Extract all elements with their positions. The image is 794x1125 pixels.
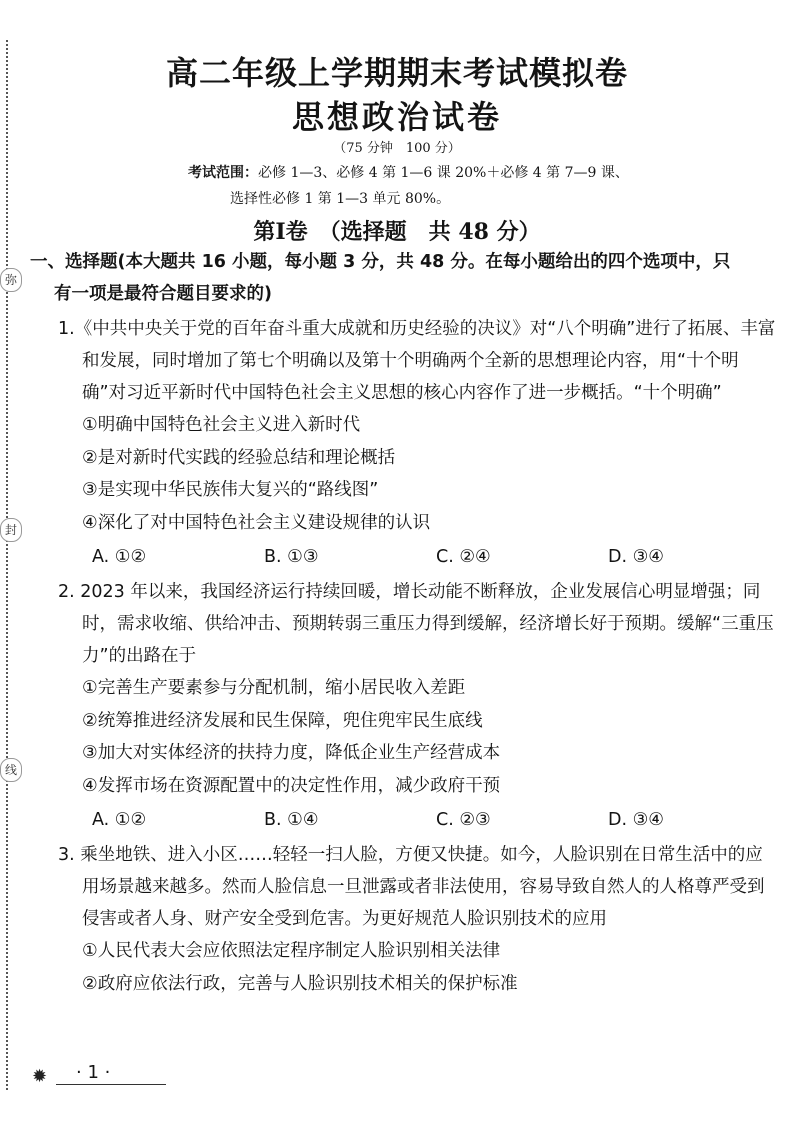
exam-subject: 思想政治试卷 xyxy=(291,98,502,136)
question-1 xyxy=(58,313,780,573)
instruction-line-2: 有一项是最符合题目要求的) xyxy=(54,284,272,304)
sun-ornament-icon: ✹ xyxy=(32,1066,48,1087)
choice-c: C. ②④ xyxy=(436,547,491,567)
option-statement: ②统筹推进经济发展和民生保障，兜住兜牢民生底线 xyxy=(82,710,483,731)
option-statement: ④发挥市场在资源配置中的决定性作用，减少政府干预 xyxy=(82,775,501,796)
footer-underline xyxy=(56,1084,166,1085)
exam-title: 高二年级上学期期末考试模拟卷 xyxy=(165,54,628,92)
choice-b: B. ①③ xyxy=(264,547,319,567)
page-number: · 1 · xyxy=(76,1062,111,1083)
choice-b: B. ①④ xyxy=(264,810,319,830)
scope-line-1: 必修 1—3、必修 4 第 1—6 课 20%＋必修 4 第 7—9 课、 xyxy=(258,165,629,181)
exam-scope xyxy=(188,160,708,212)
binding-mark-xian: 线 xyxy=(0,758,22,782)
section-instruction xyxy=(30,246,780,310)
option-statement: ①明确中国特色社会主义进入新时代 xyxy=(82,415,361,435)
page-footer xyxy=(32,1060,232,1090)
choice-d: D. ③④ xyxy=(608,810,664,830)
question-3 xyxy=(58,839,780,1000)
binding-mark-feng: 封 xyxy=(0,518,22,542)
answer-choices xyxy=(58,541,780,573)
answer-choices xyxy=(58,804,780,836)
scope-label: 考试范围： xyxy=(188,165,258,181)
option-statement: ②政府应依法行政，完善与人脸识别技术相关的保护标准 xyxy=(82,973,518,994)
choice-d: D. ③④ xyxy=(608,547,664,567)
question-stem: 1.《中共中央关于党的百年奋斗重大成就和历史经验的决议》对“八个明确”进行了拓展、丰富和发展，同时增加了第七个明确以及第十个明确两个全新的思想理论内容，用“十个明确”对习近平新时代中国特色社会主义思想的核心内容作了进一步概括。“十个明确” xyxy=(58,319,776,403)
question-stem: 3. 乘坐地铁、进入小区……轻轻一扫人脸，方便又快捷。如今，人脸识别在日常生活中的应用场景越来越多。然而人脸信息一旦泄露或者非法使用，容易导致自然人的人格尊严受到侵害或者人身、财产安全受到危害。为更好规范人脸识别技术的应用 xyxy=(58,845,765,929)
question-2 xyxy=(58,576,780,836)
binding-dotted-line xyxy=(6,40,8,1090)
option-statement: ③加大对实体经济的扶持力度，降低企业生产经营成本 xyxy=(82,743,501,763)
scope-line-2: 选择性必修 1 第 1—3 单元 80%。 xyxy=(230,191,451,207)
question-stem: 2. 2023 年以来，我国经济运行持续回暖，增长动能不断释放，企业发展信心明显增强；同时，需求收缩、供给冲击、预期转弱三重压力得到缓解，经济增长好于预期。缓解“三重压力”的出路在于 xyxy=(58,582,774,666)
option-statement: ③是实现中华民族伟大复兴的“路线图” xyxy=(82,480,379,500)
option-statement: ④深化了对中国特色社会主义建设规律的认识 xyxy=(82,512,431,533)
binding-mark-mi: 弥 xyxy=(0,268,22,292)
question-content xyxy=(30,246,780,1000)
choice-a: A. ①② xyxy=(92,810,147,830)
option-statement: ①完善生产要素参与分配机制，缩小居民收入差距 xyxy=(82,678,466,698)
instruction-line-1: 一、选择题(本大题共 16 小题，每小题 3 分，共 48 分。在每小题给出的四个选项中，只 xyxy=(30,252,731,272)
option-statement: ②是对新时代实践的经验总结和理论概括 xyxy=(82,447,396,468)
time-score: （75 分钟 100 分） xyxy=(333,141,461,156)
option-statement: ①人民代表大会应依照法定程序制定人脸识别相关法律 xyxy=(82,941,501,961)
choice-a: A. ①② xyxy=(92,547,147,567)
section-title: 第Ⅰ卷 （选择题 共 48 分） xyxy=(253,219,541,245)
choice-c: C. ②③ xyxy=(436,810,491,830)
